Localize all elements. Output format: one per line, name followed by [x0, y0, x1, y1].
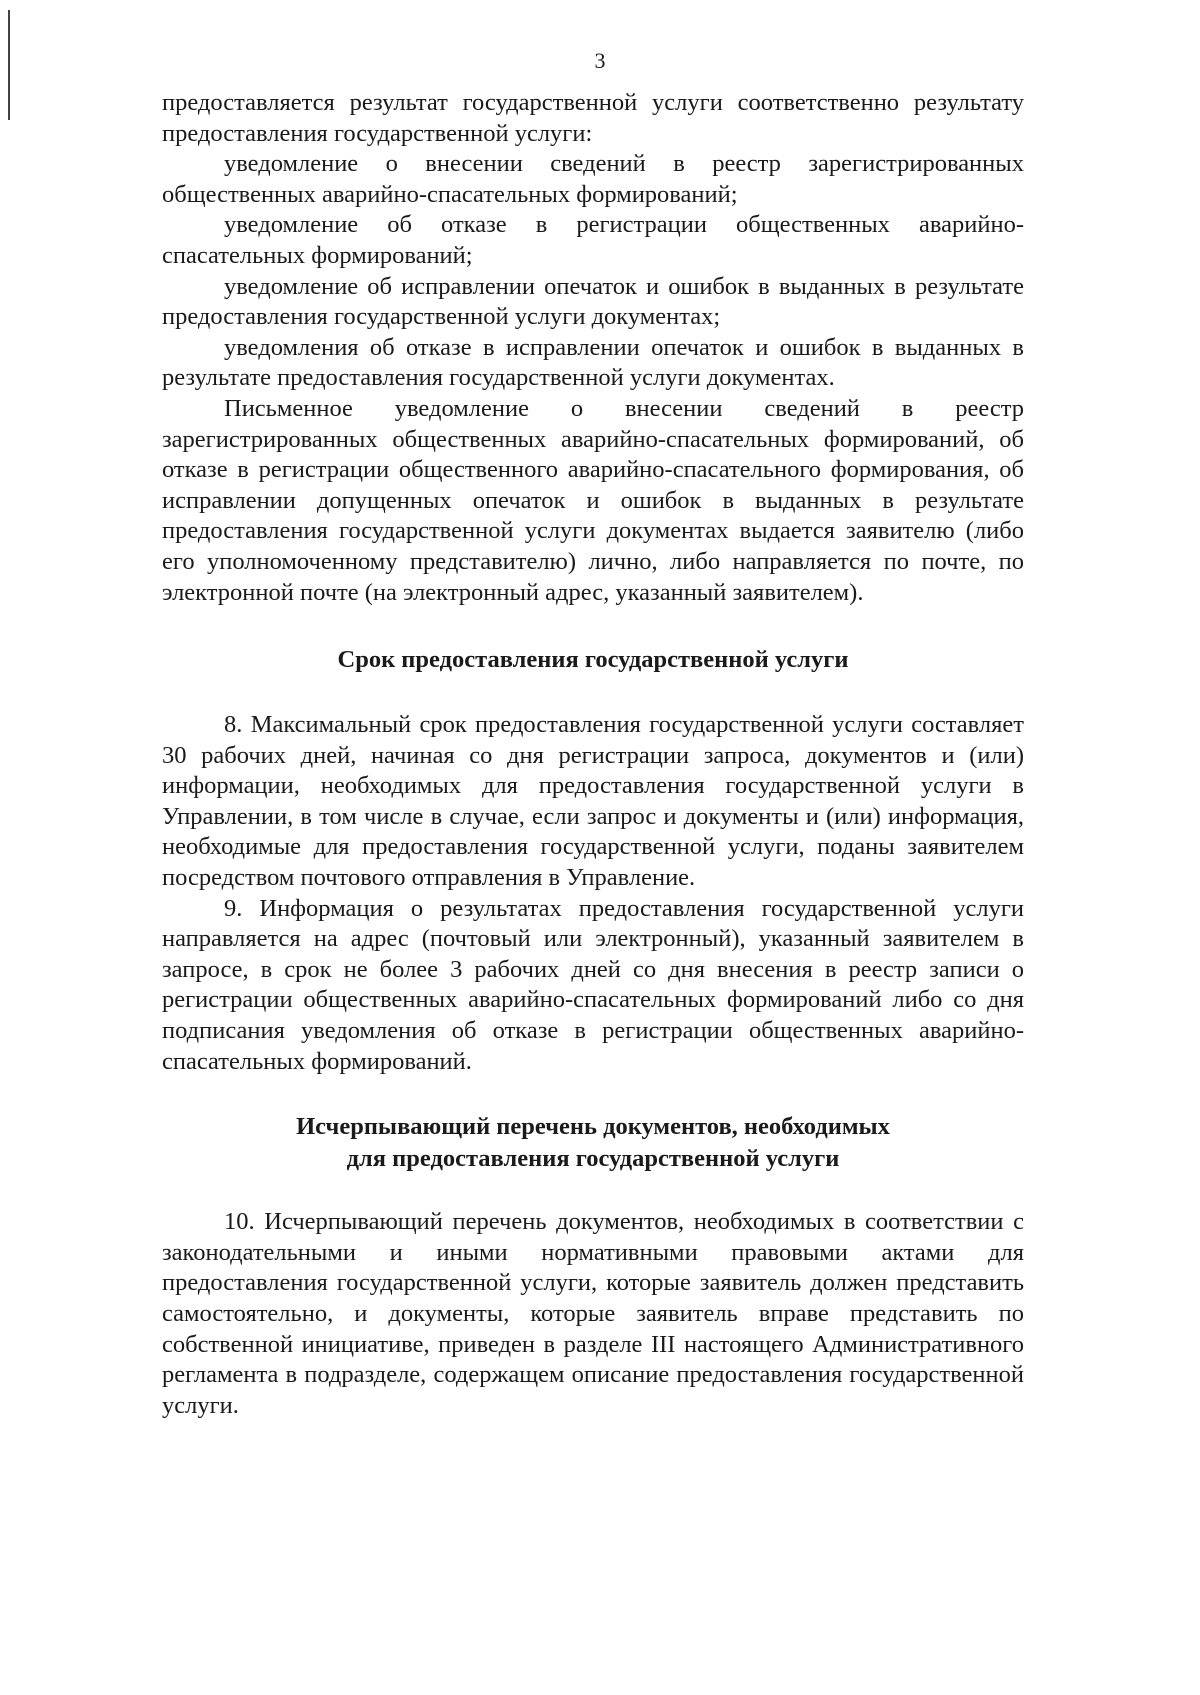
paragraph: 10. Исчерпывающий перечень документов, необходимых в соответствии с законодательными и иными нормативными правовыми актами для предоставления государственной услуги, которые заявитель должен представить самостоятельно, и документы, которые заявитель вправе представить по собственной инициативе, приведен в разделе III настоящего Административного регламента в подразделе, содержащем описание предоставления государственной услуги. — [162, 1208, 1024, 1419]
section-heading-line: для предоставления государственной услуги — [346, 1145, 840, 1173]
paragraph: Письменное уведомление о внесении сведений в реестр зарегистрированных общественных аварийно-спасательных формирований, об отказе в регистрации общественного аварийно-спасательного формирования, об исправлении допущенных опечаток и ошибок в выданных в результате предоставления государственной услуги документах выдается заявителю (либо его уполномоченному представителю) лично, либо направляется по почте, по электронной почте (на электронный адрес, указанный заявителем). — [162, 394, 1024, 606]
paragraph: 8. Максимальный срок предоставления государственной услуги составляет 30 рабочих дней, начиная со дня регистрации запроса, документов и (или) информации, необходимых для предоставления государственной услуги в Управлении, в том числе в случае, если запрос и документы и (или) информация, необходимые для предоставления государственной услуги, поданы заявителем посредством почтового отправления в Управление. — [162, 711, 1024, 892]
paragraph: уведомление о внесении сведений в реестр зарегистрированных общественных аварийно-спасательных формирований; — [162, 150, 1024, 208]
section-heading — [162, 1111, 1024, 1175]
section-heading: Срок предоставления государственной услуги — [337, 646, 849, 674]
paragraph: предоставляется результат государственной услуги соответственно результату предоставления государственной услуги: — [162, 89, 1024, 147]
section-heading-line: Исчерпывающий перечень документов, необходимых — [296, 1113, 890, 1141]
paragraph: уведомления об отказе в исправлении опечаток и ошибок в выданных в результате предоставления государственной услуги документах. — [162, 333, 1024, 392]
document-body — [162, 88, 1024, 1421]
paragraph: уведомление об исправлении опечаток и ошибок в выданных в результате предоставления государственной услуги документах; — [162, 272, 1024, 331]
page-number: 3 — [594, 48, 606, 73]
paragraph: уведомление об отказе в регистрации общественных аварийно-спасательных формирований; — [162, 211, 1024, 269]
paragraph: 9. Информация о результатах предоставления государственной услуги направляется на адрес (почтовый или электронный), указанный заявителем в запросе, в срок не более 3 рабочих дней со дня внесения в реестр записи о регистрации общественных аварийно-спасательных формирований либо со дня подписания уведомления об отказе в регистрации общественных аварийно-спасательных формирований. — [162, 894, 1024, 1075]
